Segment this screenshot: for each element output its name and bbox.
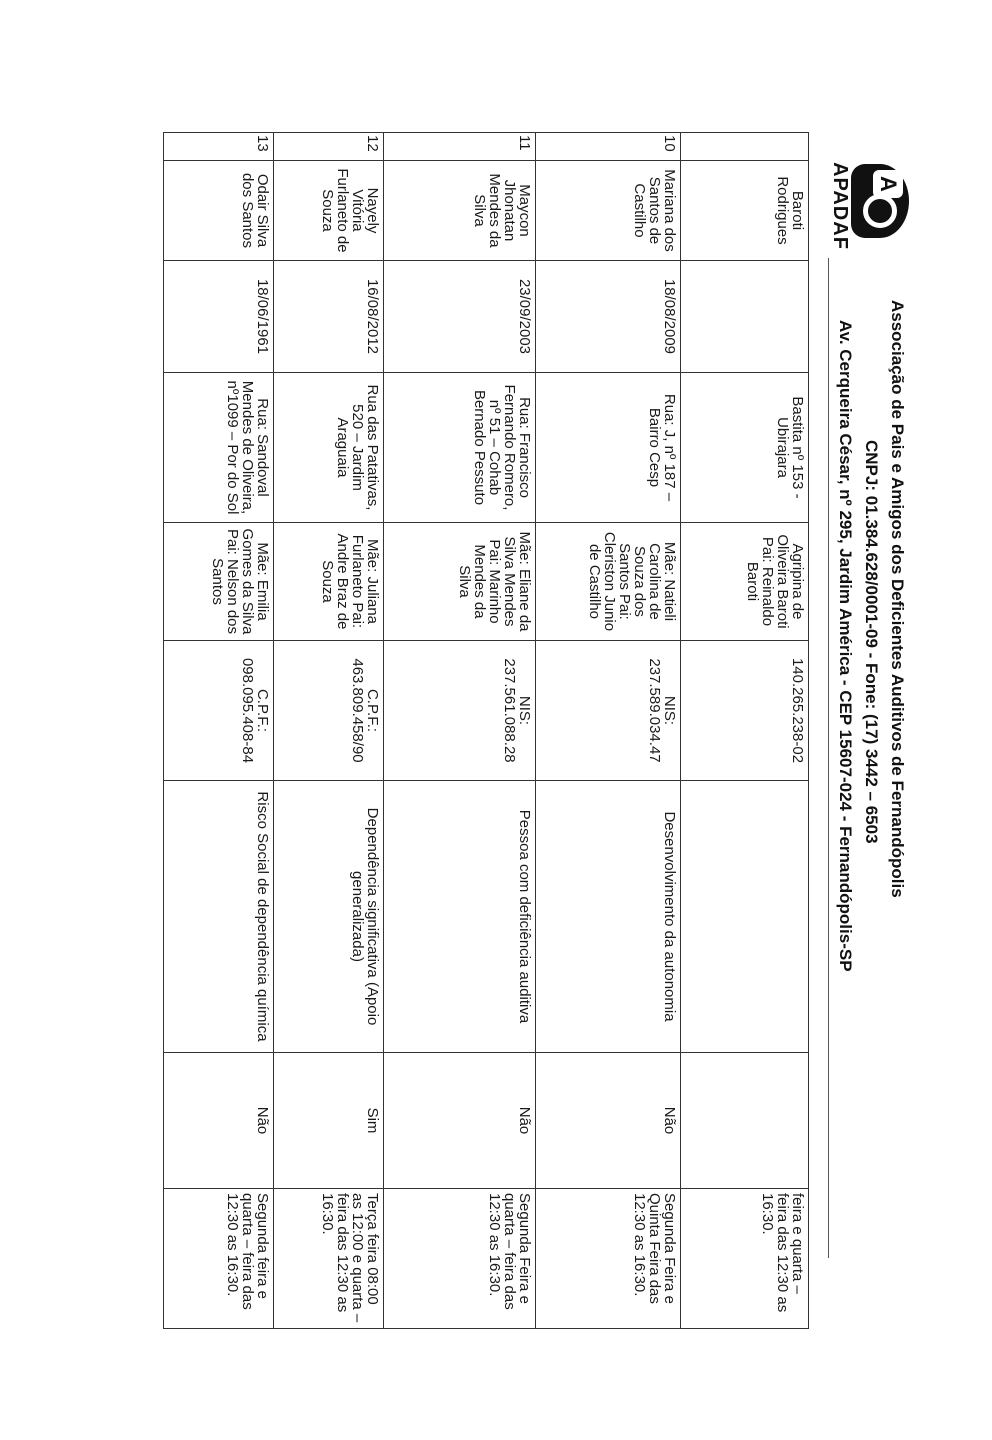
support-flag: Não: [536, 1053, 681, 1189]
beneficiaries-table: [163, 132, 809, 1329]
beneficiary-address: Rua: Sandoval Mendes de Oliveira, nº1099 – Por do Sol: [164, 373, 274, 523]
parents-names: Mãe: Juliana Furlaneto Pai: Andre Braz de Souza: [274, 523, 384, 641]
attendance-schedule: Segunda Feira e quarta – feira das 12:30 as 16:30.: [384, 1189, 536, 1329]
support-flag: [681, 1053, 809, 1189]
beneficiary-address: Rua: Francisco Fernando Romero, nº 51 – Cohab Bernado Pessuto: [384, 373, 536, 523]
beneficiary-address: Rua das Patativas, 520 – Jardim Araguaia: [274, 373, 384, 523]
document-number: C.P.F.: 098.095.408-84: [164, 641, 274, 781]
table-row: [164, 133, 274, 1329]
parents-names: Mãe: Eliane da Silva Mendes Pai: Marinho Mendes da Silva: [384, 523, 536, 641]
support-flag: Sim: [274, 1053, 384, 1189]
beneficiary-name: Mariana dos Santos de Castilho: [536, 161, 681, 261]
beneficiary-address: Bastita nº 153 - Ubirajara: [681, 373, 809, 523]
beneficiary-name: Maycon Jhonatan Mendes da Silva: [384, 161, 536, 261]
attendance-schedule: feira e quarta – feira das 12:30 as 16:30.: [681, 1189, 809, 1329]
parents-names: Mãe: Emilia Gomes da Silva Pai: Nelson dos Santos: [164, 523, 274, 641]
document-number: C.P.F.: 463.809.458/90: [274, 641, 384, 781]
need-description: Risco Social de dependência química: [164, 781, 274, 1053]
birth-date: 18/08/2009: [536, 261, 681, 373]
support-flag: Não: [164, 1053, 274, 1189]
document-number: NIS: 237.589.034.47: [536, 641, 681, 781]
letterhead: [823, 120, 913, 1340]
parents-names: Mãe: Natieli Carolina de Souza dos Santos Pai: Cleriston Junio de Castilho: [536, 523, 681, 641]
beneficiary-address: Rua: J, nº 187 – Bairro Cesp: [536, 373, 681, 523]
beneficiary-name: Nayely Vitória Furlaneto de Souza: [274, 161, 384, 261]
support-flag: Não: [384, 1053, 536, 1189]
row-number: 13: [164, 133, 274, 161]
logo-mark-icon: A: [851, 164, 909, 238]
beneficiary-name: Baroti Rodrigues: [681, 161, 809, 261]
parents-names: Agripina de Oliveira Baroti Pai: Reinaldo Baroti: [681, 523, 809, 641]
need-description: Pessoa com deficiência auditiva: [384, 781, 536, 1053]
beneficiary-name: Odair Silva dos Santos: [164, 161, 274, 261]
attendance-schedule: Terça feira 08:00 as 12:00 e quarta – feira das 12:30 as 16:30.: [274, 1189, 384, 1329]
attendance-schedule: Segunda feira e quarta – feira das 12:30 as 16:30.: [164, 1189, 274, 1329]
rotated-document-page: [131, 120, 913, 1340]
birth-date: 18/06/1961: [164, 261, 274, 373]
need-description: Dependência significativa (Apoio generalizada): [274, 781, 384, 1053]
document-number: NIS: 237.561.088.28: [384, 641, 536, 781]
row-number: 12: [274, 133, 384, 161]
logo-text: APADAF: [829, 162, 851, 250]
table-row: [536, 133, 681, 1329]
need-description: [681, 781, 809, 1053]
birth-date: [681, 261, 809, 373]
row-number: 10: [536, 133, 681, 161]
row-number: [681, 133, 809, 161]
row-number: 11: [384, 133, 536, 161]
table-row: [681, 133, 809, 1329]
apadaf-logo: [831, 148, 909, 264]
address-line: Av. Cerqueira César, nº 295, Jardim América - CEP 15607-024 - Fernandópolis-SP: [836, 320, 855, 972]
document-number: 140.265.238-02: [681, 641, 809, 781]
header-divider: [828, 258, 829, 1258]
cnpj-phone-line: CNPJ: 01.384.628/0001-09 - Fone: (17) 3442 – 6503: [862, 440, 881, 844]
table-row: [274, 133, 384, 1329]
birth-date: 16/08/2012: [274, 261, 384, 373]
birth-date: 23/09/2003: [384, 261, 536, 373]
need-description: Desenvolvimento da autonomia: [536, 781, 681, 1053]
table-row: [384, 133, 536, 1329]
attendance-schedule: Segunda Feira e Quinta Feira das 12:30 as 16:30.: [536, 1189, 681, 1329]
organization-name: Associação de Pais e Amigos dos Deficientes Auditivos de Fernandópolis: [888, 300, 907, 898]
